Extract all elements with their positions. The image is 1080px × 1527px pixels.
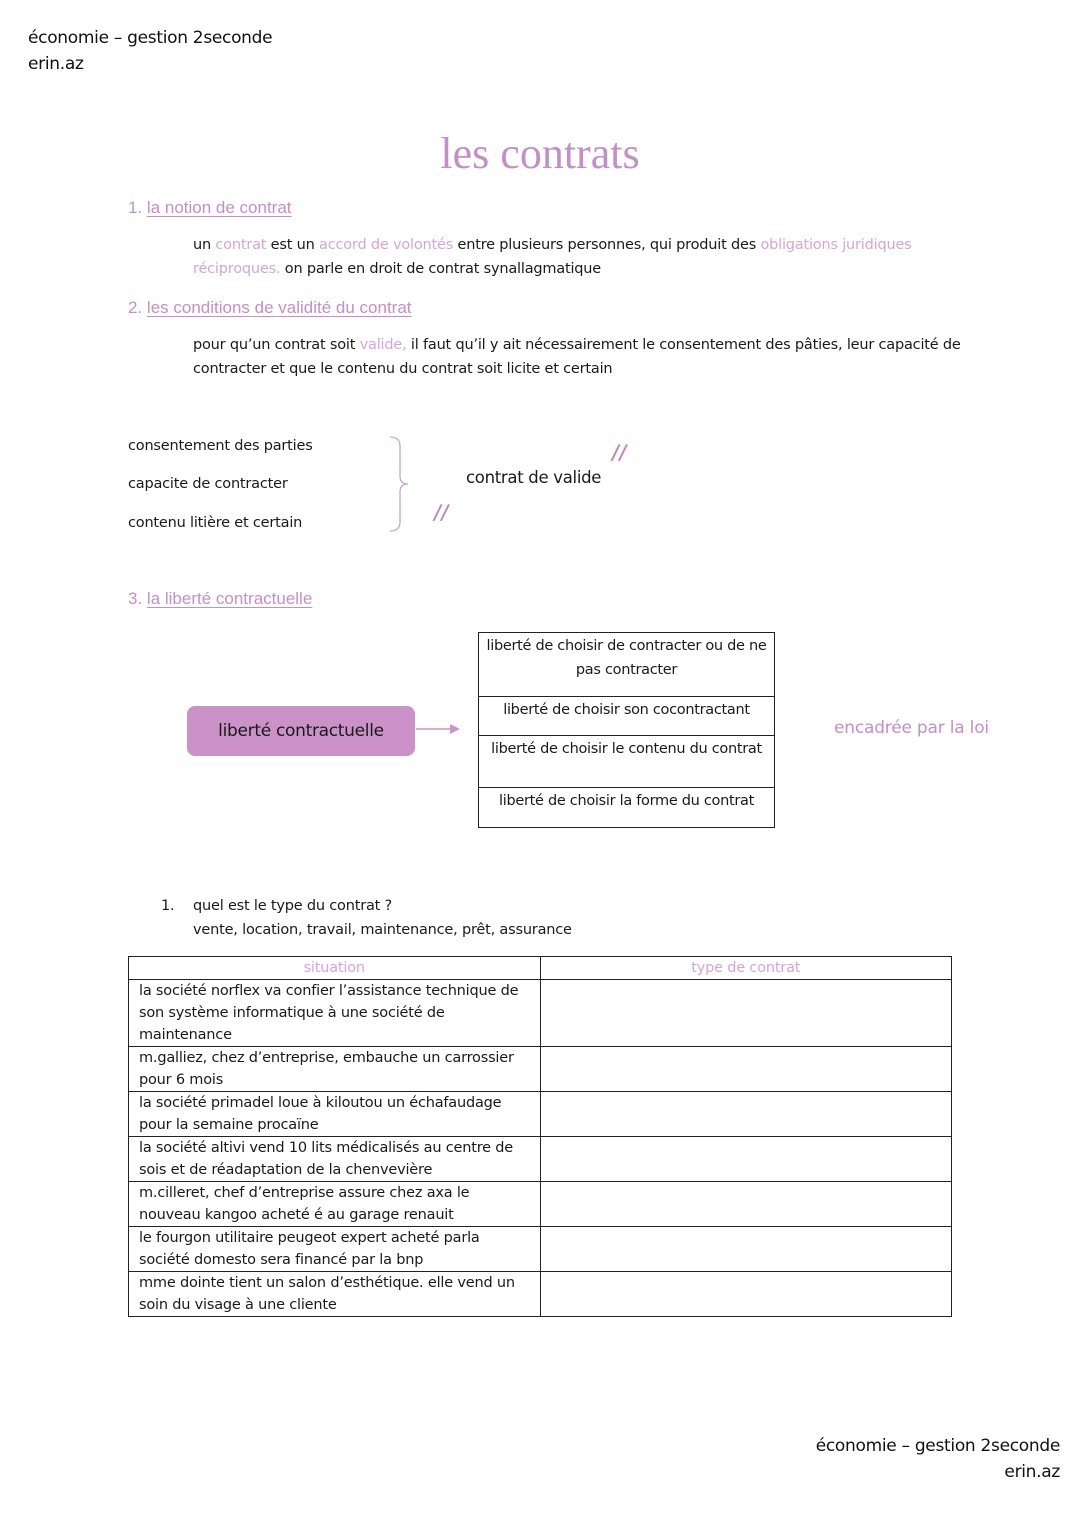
highlight-term: contrat <box>215 237 267 253</box>
page-header <box>28 25 272 77</box>
ditto-mark-icon: // <box>431 500 451 524</box>
text-run: est un <box>266 237 320 253</box>
ditto-mark-icon: // <box>609 440 629 464</box>
answer-options: vente, location, travail, maintenance, prêt, assurance <box>193 922 572 938</box>
condition-item: consentement des parties <box>128 438 313 454</box>
page-title: les contrats <box>440 129 640 178</box>
type-answer-cell[interactable] <box>540 1272 952 1317</box>
highlight-term: accord de volontés <box>319 237 454 253</box>
footer-author: erin.az <box>1004 1462 1060 1482</box>
text-run: on parle en droit de contrat synallagmatique <box>280 261 602 277</box>
header-course: économie – gestion 2seconde <box>28 28 273 48</box>
contract-type-table <box>128 956 952 1317</box>
freedom-item: liberté de choisir de contracter ou de ne pas contracter <box>479 633 774 697</box>
arrow-right-icon <box>416 722 462 736</box>
type-answer-cell[interactable] <box>540 1227 952 1272</box>
type-answer-cell[interactable] <box>540 1092 952 1137</box>
section-2-paragraph <box>193 333 963 381</box>
table-row <box>129 1137 952 1182</box>
section-title: la liberté contractuelle <box>146 589 313 608</box>
freedom-item: liberté de choisir la forme du contrat <box>498 793 755 809</box>
highlight-term: valide, <box>359 337 407 353</box>
validity-result: contrat de valide <box>466 468 602 487</box>
condition-item: capacite de contracter <box>128 476 288 492</box>
column-header-type: type de contrat <box>540 957 952 980</box>
liberte-contractuelle-box: liberté contractuelle <box>187 706 415 756</box>
highlight-term: obligations juridiques réciproques. <box>193 237 912 277</box>
footer-course: économie – gestion 2seconde <box>815 1436 1060 1456</box>
text-run: un <box>193 237 216 253</box>
section-number: 3. <box>128 589 143 608</box>
table-header-row <box>129 957 952 980</box>
section-3-heading <box>128 588 312 610</box>
column-header-situation: situation <box>129 957 541 980</box>
table-row <box>129 1272 952 1317</box>
situation-cell: le fourgon utilitaire peugeot expert acheté parla société domesto sera financé par la bnp <box>129 1227 541 1272</box>
situation-cell: la société primadel loue à kiloutou un échafaudage pour la semaine procaïne <box>129 1092 541 1137</box>
section-number: 2. <box>128 298 143 317</box>
header-author: erin.az <box>28 54 84 74</box>
table-row <box>129 1182 952 1227</box>
freedom-item: liberté de choisir le contenu du contrat <box>479 736 774 788</box>
table-row <box>129 1047 952 1092</box>
table-row <box>129 1227 952 1272</box>
text-run: entre plusieurs personnes, qui produit des <box>453 237 761 253</box>
situation-cell: la société norflex va confier l’assistance technique de son système informatique à une société de maintenance <box>129 980 541 1047</box>
text-run: il faut qu’il y ait nécessairement le consentement des pâties, leur capacité de contracter et que le contenu du contrat soit licite et certain <box>193 337 961 377</box>
type-answer-cell[interactable] <box>540 1137 952 1182</box>
type-answer-cell[interactable] <box>540 1182 952 1227</box>
condition-item: contenu litière et certain <box>128 515 303 531</box>
section-1-heading <box>128 197 292 219</box>
question-text: quel est le type du contrat ? <box>193 898 393 914</box>
side-note: encadrée par la loi <box>834 718 989 738</box>
section-1-paragraph <box>193 233 963 281</box>
section-title: les conditions de validité du contrat <box>146 298 412 317</box>
situation-cell: m.galliez, chez d’entreprise, embauche un carrossier pour 6 mois <box>129 1047 541 1092</box>
table-row <box>129 980 952 1047</box>
section-2-heading <box>128 297 412 319</box>
freedoms-table <box>478 632 775 828</box>
page-footer <box>816 1433 1060 1485</box>
text-run: pour qu’un contrat soit <box>193 337 360 353</box>
type-answer-cell[interactable] <box>540 1047 952 1092</box>
section-title: la notion de contrat <box>146 198 292 217</box>
situation-cell: mme dointe tient un salon d’esthétique. elle vend un soin du visage à une cliente <box>129 1272 541 1317</box>
question-number: 1. <box>161 898 175 914</box>
section-number: 1. <box>128 198 143 217</box>
freedom-item: liberté de choisir son cocontractant <box>479 697 774 736</box>
curly-brace-icon <box>388 436 418 532</box>
situation-cell: m.cilleret, chef d’entreprise assure chez axa le nouveau kangoo acheté é au garage renauit <box>129 1182 541 1227</box>
type-answer-cell[interactable] <box>540 980 952 1047</box>
exercise-question <box>161 894 572 942</box>
situation-cell: la société altivi vend 10 lits médicalisés au centre de sois et de réadaptation de la chenvevière <box>129 1137 541 1182</box>
table-row <box>129 1092 952 1137</box>
